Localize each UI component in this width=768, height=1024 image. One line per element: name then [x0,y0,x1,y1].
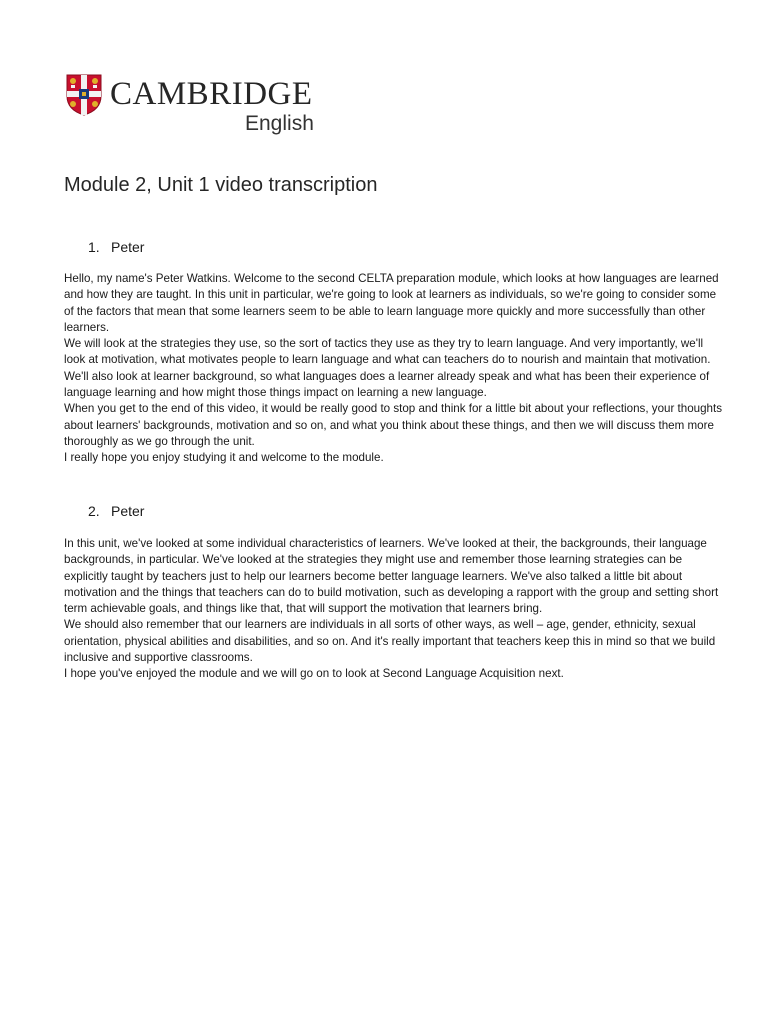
section-number: 1. [88,239,100,255]
logo-wordmark: CAMBRIDGE [110,76,313,112]
section-heading-1 [88,238,144,256]
transcript-paragraph: We will look at the strategies they use, so the sort of tactics they use as they try to learn language. And very importantly, we'll look at motivation, what motivates people to learn language and what can teachers do to nourish and maintain that motivation. [64,337,711,367]
transcript-paragraph: Hello, my name's Peter Watkins. Welcome to the second CELTA preparation module, which looks at how languages are learned and how they are taught. In this unit in particular, we're going to look at learners as individuals, so we're going to consider some of the factors that mean that some learners seem to be able to learn language more quickly and more successfully than other learners. [64,272,719,334]
cambridge-english-logo [64,72,334,138]
transcript-paragraph: In this unit, we've looked at some individual characteristics of learners. We've looked at their, the backgrounds, their language backgrounds, in particular. We've looked at the strategies they might use and remember those learning strategies can be explicitly taught by teachers just to help our learners become better language learners. We've also talked a little bit about motivation and the things that teachers can do to build motivation, such as developing a rapport with the group and setting short term achievable goals, and things like that, that will support the motivation that learners bring. [64,537,719,616]
transcript-paragraph: I really hope you enjoy studying it and welcome to the module. [64,451,384,465]
document-title: Module 2, Unit 1 video transcription [64,174,378,196]
section-2-transcript [64,536,724,683]
section-number: 2. [88,503,100,519]
transcript-paragraph: I hope you've enjoyed the module and we will go on to look at Second Language Acquisition next. [64,667,564,681]
section-1-transcript [64,271,724,467]
section-speaker: Peter [111,239,145,255]
transcript-paragraph: We'll also look at learner background, so what languages does a learner already speak and what has been their experience of language learning and how might those things impact on learning a new language. [64,369,710,400]
logo-subtitle: English [245,112,314,135]
transcript-paragraph: When you get to the end of this video, it would be really good to stop and think for a little bit about your reflections, your thoughts about learners' backgrounds, motivation and so on, and what you think about these things, and then we will discuss them more thoroughly as we go through the unit. [64,402,723,448]
cambridge-shield-icon [66,74,102,116]
transcript-paragraph: We should also remember that our learners are individuals in all sorts of other ways, as well – age, gender, ethnicity, sexual orientation, physical abilities and disabilities, and so on. And it's really important that teachers keep this in mind so that we build inclusive and supportive classrooms. [64,618,716,665]
section-heading-2 [88,502,144,520]
section-speaker: Peter [111,503,145,519]
